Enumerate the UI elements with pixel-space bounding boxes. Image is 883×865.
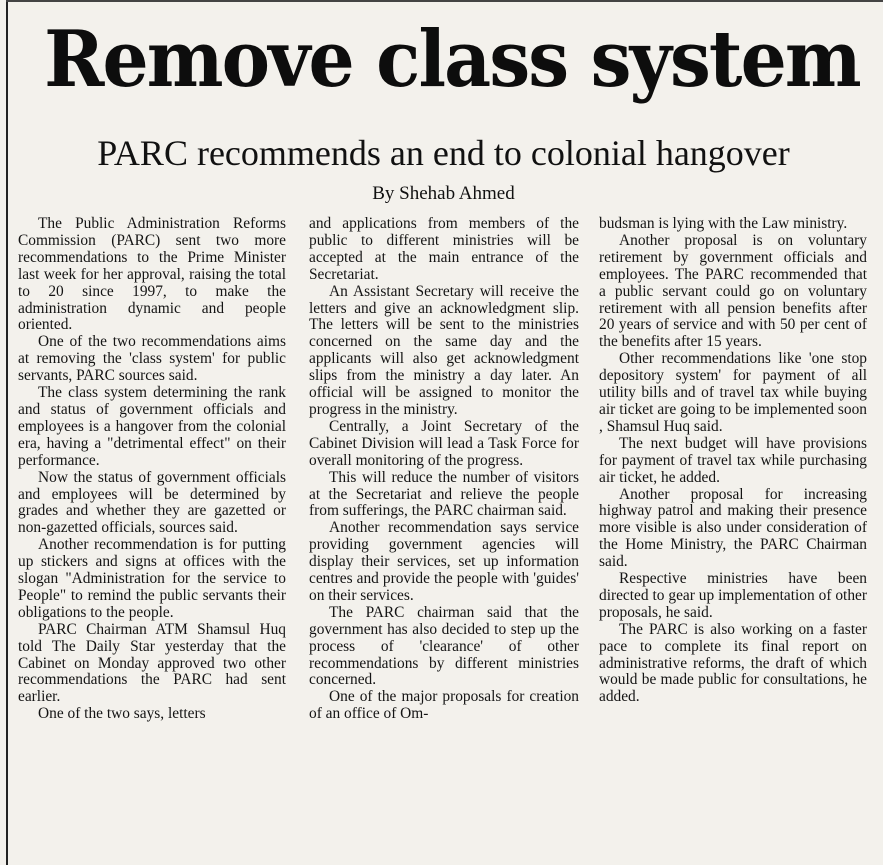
paragraph: This will reduce the number of visitors at the Secretariat and relieve the people from sufferings, the PARC chairman said. (309, 468, 579, 520)
paragraph: An Assistant Secretary will receive the letters and give an acknowledgment slip. The letters will be sent to the ministries concerned on the same day and the applicants will also get acknowledgment slips from the ministry a day later. An official will be assigned to monitor the progress in the ministry. (309, 282, 579, 418)
paragraph: One of the two says, letters (38, 705, 206, 723)
article-column-3 (599, 216, 867, 706)
paragraph: The class system determining the rank and status of government officials and employees is a hangover from the colonial era, having a "detrimental effect" on their performance. (18, 384, 286, 469)
paragraph: One of the major proposals for creation of an office of Om- (309, 688, 579, 723)
paragraph: Another recommendation is for putting up stickers and signs at offices with the slogan "Administration for the service to People" to remind the public servants their obligations to the people. (18, 536, 286, 621)
article-column-2 (309, 216, 579, 723)
paragraph: Another proposal for increasing highway patrol and making their presence more visible is also under consideration of the Home Ministry, the PARC Chairman said. (599, 485, 867, 571)
byline: By Shehab Ahmed (372, 183, 515, 204)
paragraph: The Public Administration Reforms Commission (PARC) sent two more recommendations to the Prime Minister last week for her approval, raising the total to 20 since 1997, to make the administration dynamic and people oriented. (18, 215, 286, 334)
subheadline: PARC recommends an end to colonial hangover (97, 133, 790, 173)
paragraph: The next budget will have provisions for payment of travel tax while purchasing air ticket, he added. (599, 434, 867, 486)
paragraph: Other recommendations like 'one stop depository system' for payment of all utility bills and of travel tax while buying air ticket are going to be implemented soon , Shamsul Huq said. (599, 350, 867, 435)
top-rule (6, 0, 883, 2)
article-column-1 (18, 216, 286, 723)
paragraph: The PARC is also working on a faster pace to complete its final report on administrative reforms, the draft of which would be made public for consultations, he added. (599, 620, 867, 706)
paragraph: PARC Chairman ATM Shamsul Huq told The Daily Star yesterday that the Cabinet on Monday approved two other recommendations the PARC had sent earlier. (18, 620, 286, 706)
headline: Remove class system (44, 14, 860, 105)
paragraph: The PARC chairman said that the government has also decided to step up the process of 'clearance' of other recommendations by different ministries concerned. (309, 603, 579, 689)
paragraph: One of the two recommendations aims at removing the 'class system' for public servants, PARC sources said. (18, 333, 286, 385)
column-rule (6, 0, 8, 865)
paragraph: budsman is lying with the Law ministry. (599, 215, 848, 232)
paragraph: Centrally, a Joint Secretary of the Cabinet Division will lead a Task Force for overall monitoring of the progress. (309, 417, 579, 469)
paragraph: Respective ministries have been directed to gear up implementation of other proposals, he said. (599, 570, 867, 621)
paragraph: Another proposal is on voluntary retirement by government officials and employees. The PARC recommended that a public servant could go on voluntary retirement with all pension benefits after 20 years of service and with 50 per cent of the benefits after 15 years. (599, 231, 867, 351)
paragraph: Now the status of government officials and employees will be determined by grades and whether they are gazetted or non-gazetted officials, sources said. (18, 468, 286, 537)
paragraph: and applications from members of the public to different ministries will be accepted at the main entrance of the Secretariat. (309, 215, 579, 283)
paragraph: Another recommendation says service providing government agencies will display their services, set up information centres and provide the people with 'guides' on their services. (309, 519, 579, 604)
